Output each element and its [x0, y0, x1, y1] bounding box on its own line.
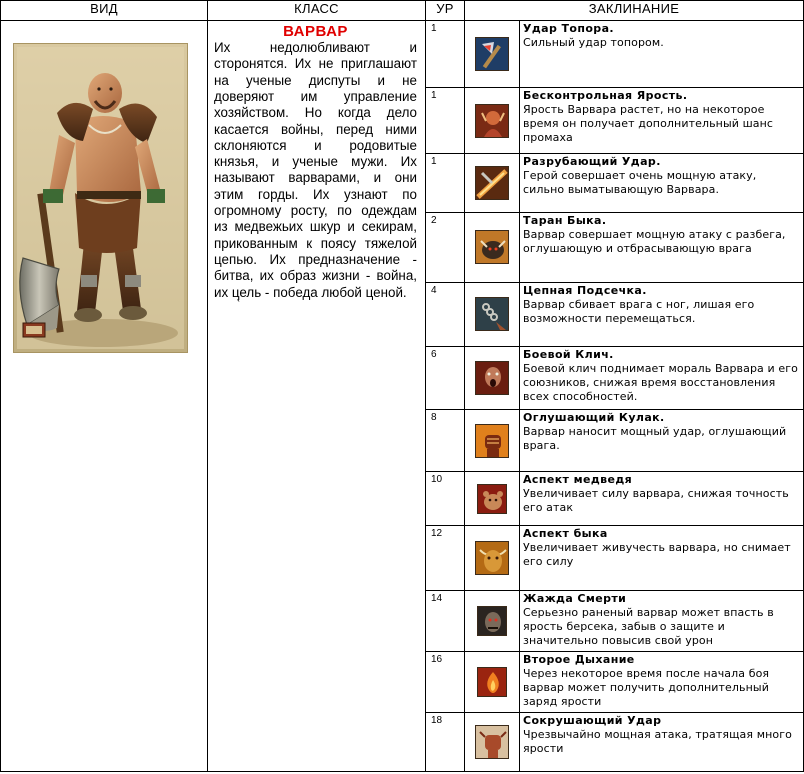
spell-name-punct: . — [682, 89, 688, 103]
spell-name: Жажда Смерти — [523, 592, 627, 606]
spell-icon-cell — [465, 154, 520, 212]
spell-name-punct: . — [656, 155, 661, 169]
header-spell: ЗАКЛИНАНИЕ — [465, 1, 804, 21]
spell-text-cell — [520, 712, 804, 771]
spell-name: Разрубающий Удар — [523, 155, 657, 169]
spell-level: 6 — [426, 346, 465, 409]
spell-name: Удар Топора — [523, 22, 610, 36]
spell-text-cell — [520, 21, 804, 88]
spell-text-cell — [520, 212, 804, 282]
spell-description: Через некоторое время после начала боя варвар может получить дополнительный заряд ярости — [523, 666, 770, 708]
spell-icon-cell — [465, 526, 520, 591]
spell-name: Аспект медведя — [523, 473, 633, 487]
header-view: ВИД — [1, 1, 208, 21]
spell-icon-cell — [465, 410, 520, 472]
spell-description: Герой совершает очень мощную атаку, сильно выматывающую Варвара. — [523, 169, 757, 197]
bull-aspect-icon — [475, 541, 509, 575]
header-level: УР — [426, 1, 465, 21]
spell-row — [1, 21, 804, 88]
spell-icon-cell — [465, 651, 520, 712]
spell-description: Ярость Варвара растет, но на некоторое время он получает дополнительный шанс промаха — [523, 103, 774, 145]
spell-level: 12 — [426, 526, 465, 591]
crushing-blow-icon — [475, 725, 509, 759]
barbarian-portrait — [13, 43, 188, 353]
spell-icon-cell — [465, 712, 520, 771]
spell-name: Аспект быка — [523, 527, 608, 541]
spell-name-punct: . — [601, 213, 607, 227]
spell-name: Бесконтрольная Ярость — [523, 89, 683, 103]
stunning-fist-icon — [475, 424, 509, 458]
spell-name-punct: . — [609, 22, 614, 36]
spell-text-cell — [520, 526, 804, 591]
spell-level: 18 — [426, 712, 465, 771]
spell-icon-cell — [465, 88, 520, 154]
spell-text-cell — [520, 88, 804, 154]
spell-icon-cell — [465, 346, 520, 409]
spell-name: Боевой Клич — [523, 347, 610, 361]
spell-icon-cell — [465, 472, 520, 526]
spell-text-cell — [520, 651, 804, 712]
spell-level: 1 — [426, 21, 465, 88]
spell-level: 10 — [426, 472, 465, 526]
spell-level: 4 — [426, 282, 465, 346]
spell-description: Варвар сбивает врага с ног, лишая его возможности перемещаться. — [523, 297, 755, 325]
spell-text-cell — [520, 346, 804, 409]
spell-name: Сокрушающий Удар — [523, 713, 662, 727]
class-cell — [208, 21, 426, 772]
second-wind-icon — [477, 667, 507, 697]
axe-strike-icon — [475, 37, 509, 71]
class-title: ВАРВАР — [283, 23, 348, 41]
spell-icon-cell — [465, 21, 520, 88]
spell-text-cell — [520, 410, 804, 472]
uncontrolled-rage-icon — [475, 104, 509, 138]
spell-text-cell — [520, 472, 804, 526]
spell-text-cell — [520, 591, 804, 651]
spell-icon-cell — [465, 282, 520, 346]
portrait-cell — [1, 21, 208, 772]
spell-description: Чрезвычайно мощная атака, тратящая много ярости — [523, 727, 792, 755]
trailing-mark: ` — [236, 297, 242, 311]
spell-level: 16 — [426, 651, 465, 712]
spell-level: 14 — [426, 591, 465, 651]
table-header-row — [1, 1, 804, 21]
spell-name-punct: . — [660, 411, 665, 424]
spell-name: Таран Быка — [523, 213, 602, 227]
spell-name-punct: . — [609, 347, 614, 361]
spell-level: 8 — [426, 410, 465, 472]
spell-level: 2 — [426, 212, 465, 282]
death-wish-icon — [477, 606, 507, 636]
spell-name: Цепная Подсечка — [523, 283, 643, 297]
spell-text-cell — [520, 282, 804, 346]
header-class: КЛАСС — [208, 1, 426, 21]
spell-icon-cell — [465, 212, 520, 282]
bear-aspect-icon — [477, 484, 507, 514]
bull-charge-icon — [475, 230, 509, 264]
spell-description: Увеличивает живучесть варвара, но снимает его силу — [523, 541, 791, 569]
spell-description: Серьезно раненый варвар может впасть в ярость берсека, забыв о защите и значительно повысив свой урон — [523, 606, 774, 648]
spell-icon-cell — [465, 591, 520, 651]
class-description: Их недолюбливают и сторонятся. Их не приглашают на ученые диспуты и не доверяют им управление хозяйством. Но когда дело касается войны, перед ними склоняются и родовитые князья, и ученые мужи. Их называют варварами, и они этим горды. Их узнают по огромному росту, по одеждам из медвежьих шкур и секирам, прикованным к поясу тяжелой цепью. Их предназначение - битва, их образ жизни - война, их цель - победа любой ценой. — [214, 40, 417, 300]
spell-description: Варвар совершает мощную атаку с разбега, оглушающую и отбрасывающую врага — [523, 227, 786, 255]
chain-sweep-icon — [475, 297, 509, 331]
cleave-strike-icon — [475, 166, 509, 200]
battle-cry-icon — [475, 361, 509, 395]
spell-description: Сильный удар топором. — [523, 36, 664, 50]
spell-description: Увеличивает силу варвара, снижая точность его атак — [523, 487, 789, 515]
spell-name: Оглушающий Кулак — [523, 411, 661, 424]
spell-level: 1 — [426, 88, 465, 154]
spell-name: Второе Дыхание — [523, 652, 635, 666]
spell-text-cell — [520, 154, 804, 212]
spell-description: Боевой клич поднимает мораль Варвара и его союзников, снижая время восстановления всех способностей. — [523, 361, 798, 403]
spell-level: 1 — [426, 154, 465, 212]
spell-name-punct: . — [642, 283, 647, 297]
spell-description: Варвар наносит мощный удар, оглушающий врага. — [523, 425, 787, 452]
